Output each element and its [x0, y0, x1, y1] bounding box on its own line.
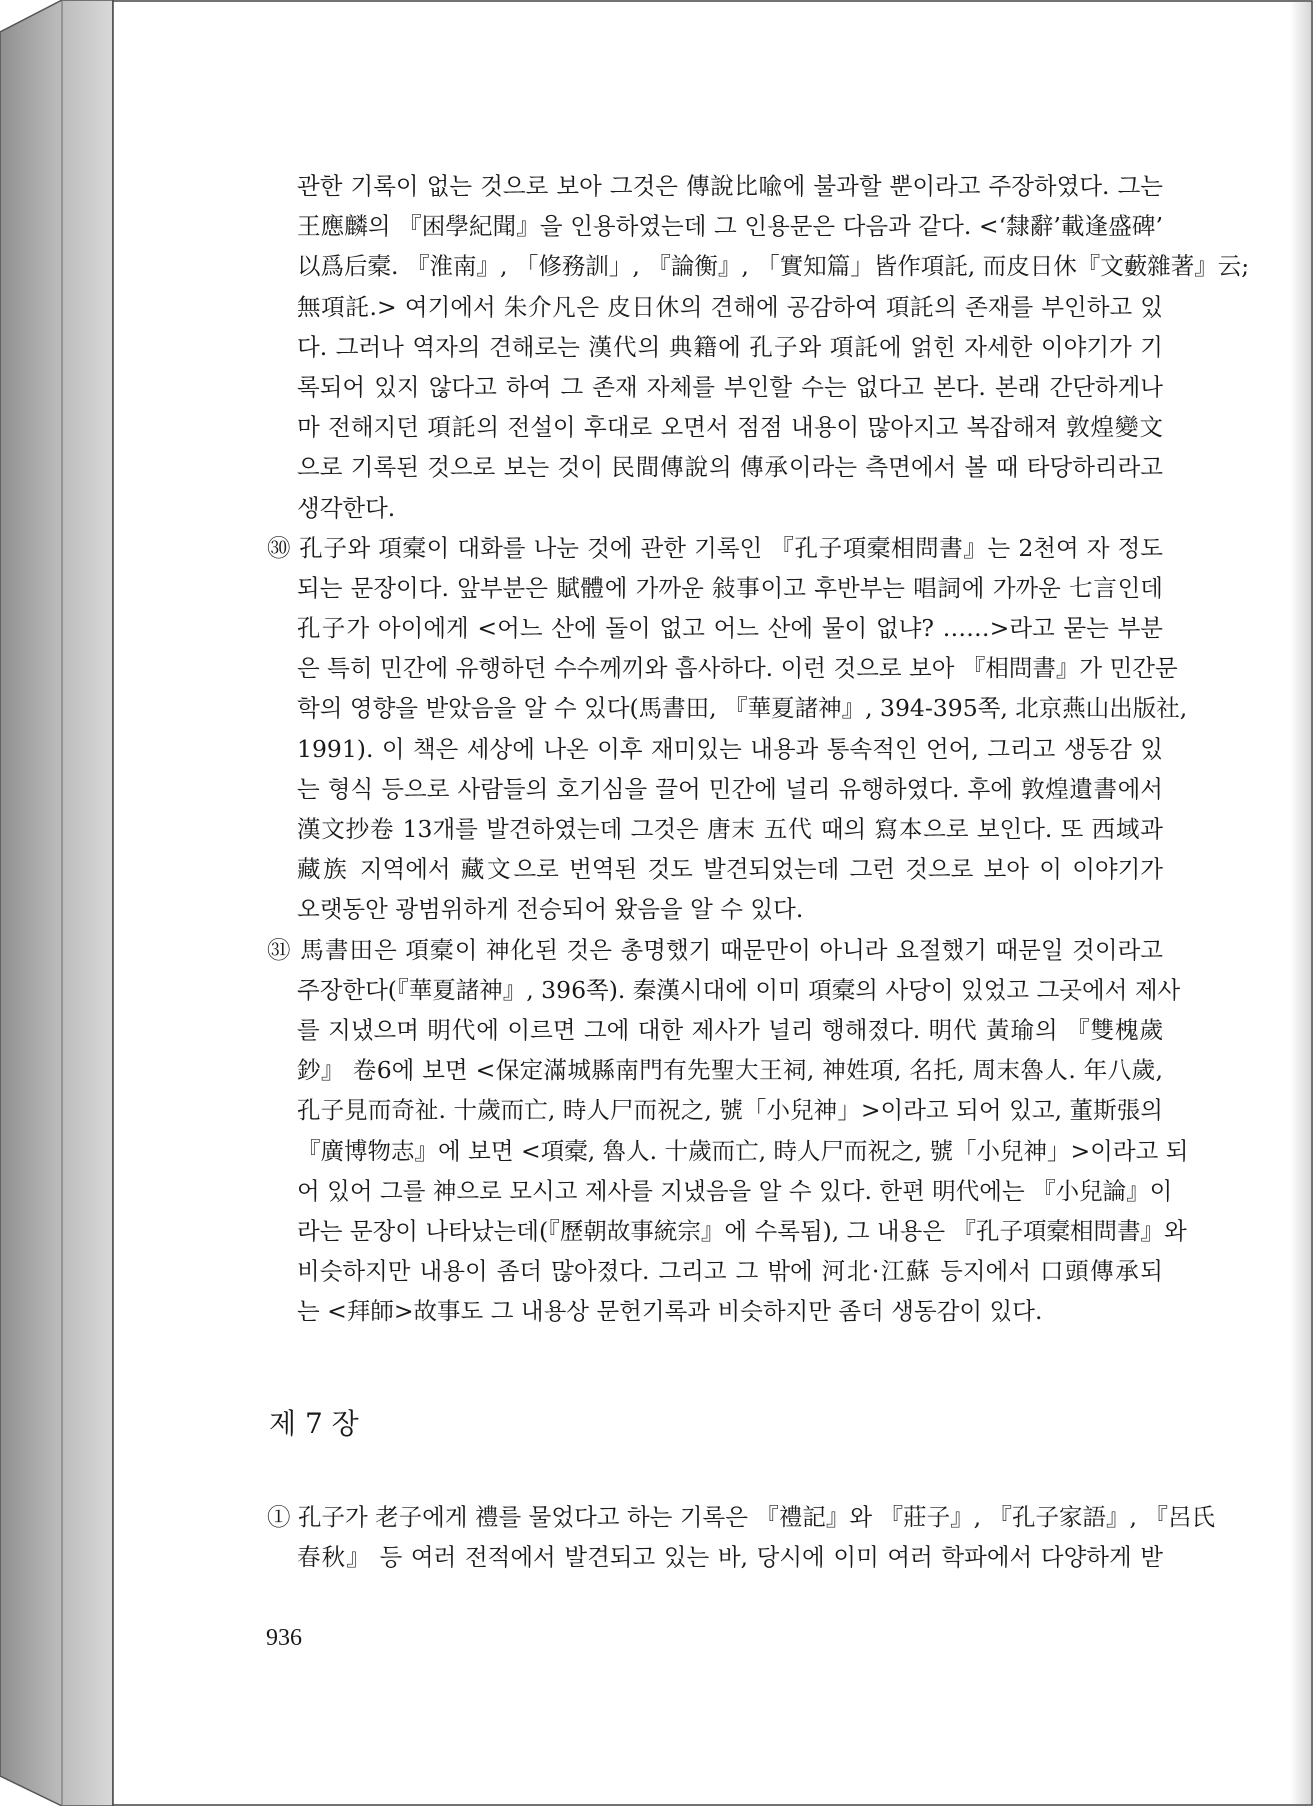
text-line: 를 지냈으며 明代에 이르면 그에 대한 제사가 널리 행해졌다. 明代 黃瑜의 『雙槐歲	[297, 1015, 1163, 1044]
text-line: 관한 기록이 없는 것으로 보아 그것은 傳說比喩에 불과할 뿐이라고 주장하였다. 그는	[297, 172, 1163, 200]
notes-text-block	[267, 166, 1250, 1331]
text-line: 은 특히 민간에 유행하던 수수께끼와 흡사하다. 이런 것으로 보아 『相問書』가 민간문	[297, 654, 1178, 683]
text-line: 鈔』 卷6에 보면 <保定滿城縣南門有先聖大王祠, 神姓項, 名托, 周末魯人. 年八歲,	[297, 1056, 1163, 1085]
chapter-notes-block	[267, 1497, 1215, 1577]
text-line: 無項託.> 여기에서 朱介凡은 皮日休의 견해에 공감하여 項託의 존재를 부인하고 있	[297, 292, 1163, 321]
page-number: 936	[266, 1625, 302, 1651]
text-line: 1991). 이 책은 세상에 나온 이후 재미있는 내용과 통속적인 언어, 그리고 생동감 있	[297, 734, 1163, 763]
text-line: 春秋』 등 여러 전적에서 발견되고 있는 바, 당시에 이미 여러 학파에서 다양하게 받	[297, 1543, 1163, 1572]
text-line: 되는 문장이다. 앞부분은 賦體에 가까운 敍事이고 후반부는 唱詞에 가까운 七言인데	[297, 573, 1163, 602]
text-line: 생각한다.	[297, 493, 396, 522]
text-line: 라는 문장이 나타났는데(『歷朝故事統宗』에 수록됨), 그 내용은 『孔子項槖相問書』와	[297, 1216, 1187, 1245]
note-30-first-line: ㉚ 孔子와 項槖이 대화를 나눈 것에 관한 기록인 『孔子項槖相問書』는 2천여 자 정도	[267, 533, 1163, 562]
text-line: 주장한다(『華夏諸神』, 396쪽). 秦漢시대에 이미 項槖의 사당이 있었고 그곳에서 제사	[297, 975, 1181, 1004]
text-line: 孔子가 아이에게 <어느 산에 돌이 없고 어느 산에 물이 없냐? ……>라고 묻는 부분	[297, 614, 1163, 643]
text-line: 藏族 지역에서 藏文으로 번역된 것도 발견되었는데 그런 것으로 보아 이 이야기가	[297, 855, 1163, 884]
text-line: 는 형식 등으로 사람들의 호기심을 끌어 민간에 널리 유행하였다. 후에 敦煌遺書에서	[297, 774, 1163, 803]
text-line: 록되어 있지 않다고 하여 그 존재 자체를 부인할 수는 없다고 본다. 본래 간단하게나	[297, 372, 1163, 401]
text-line: 마 전해지던 項託의 전설이 후대로 오면서 점점 내용이 많아지고 복잡해져 敦煌變文	[297, 413, 1163, 442]
text-line: 漢文抄卷 13개를 발견하였는데 그것은 唐末 五代 때의 寫本으로 보인다. 또 西域과	[297, 815, 1163, 843]
text-line: 는 <拜師>故事도 그 내용상 문헌기록과 비슷하지만 좀더 생동감이 있다.	[297, 1297, 1043, 1326]
text-line: 『廣博物志』에 보면 <項槖, 魯人. 十歲而亡, 時人尸而祝之, 號「小兒神」>이라고 되	[297, 1136, 1189, 1165]
text-line: 孔子見而奇祉. 十歲而亡, 時人尸而祝之, 號「小兒神」>이라고 되어 있고, 董斯張의	[297, 1096, 1163, 1125]
text-line: 어 있어 그를 神으로 모시고 제사를 지냈음을 알 수 있다. 한편 明代에는 『小兒論』이	[297, 1176, 1173, 1205]
text-line: 王應麟의 『困學紀聞』을 인용하였는데 그 인용문은 다음과 같다. <‘隸辭’載逢盛碑’	[297, 212, 1163, 241]
note-31-first-line: ㉛ 馬書田은 項槖이 神化된 것은 총명했기 때문만이 아니라 요절했기 때문일 것이라고	[267, 935, 1163, 964]
text-line: 학의 영향을 받았음을 알 수 있다(馬書田, 『華夏諸神』, 394-395쪽, 北京燕山出版社,	[297, 694, 1188, 723]
text-line: 으로 기록된 것으로 보는 것이 民間傳說의 傳承이라는 측면에서 볼 때 타당하리라고	[297, 453, 1163, 482]
text-line: 오랫동안 광범위하게 전승되어 왔음을 알 수 있다.	[297, 895, 804, 924]
chapter-note-1-first-line: ① 孔子가 老子에게 禮를 물었다고 하는 기록은 『禮記』와 『莊子』, 『孔子家語』, 『呂氏	[267, 1503, 1215, 1531]
text-line: 以爲后槖. 『淮南』, 「修務訓」, 『論衡』, 「實知篇」皆作項託, 而皮日休『文藪雜著』云;	[297, 252, 1250, 281]
text-line: 다. 그러나 역자의 견해로는 漢代의 典籍에 孔子와 項託에 얽힌 자세한 이야기가 기	[297, 332, 1163, 361]
text-line: 비슷하지만 내용이 좀더 많아졌다. 그리고 그 밖에 河北·江蘇 등지에서 口頭傳承되	[297, 1257, 1163, 1286]
chapter-heading: 제 7 장	[269, 1407, 359, 1440]
